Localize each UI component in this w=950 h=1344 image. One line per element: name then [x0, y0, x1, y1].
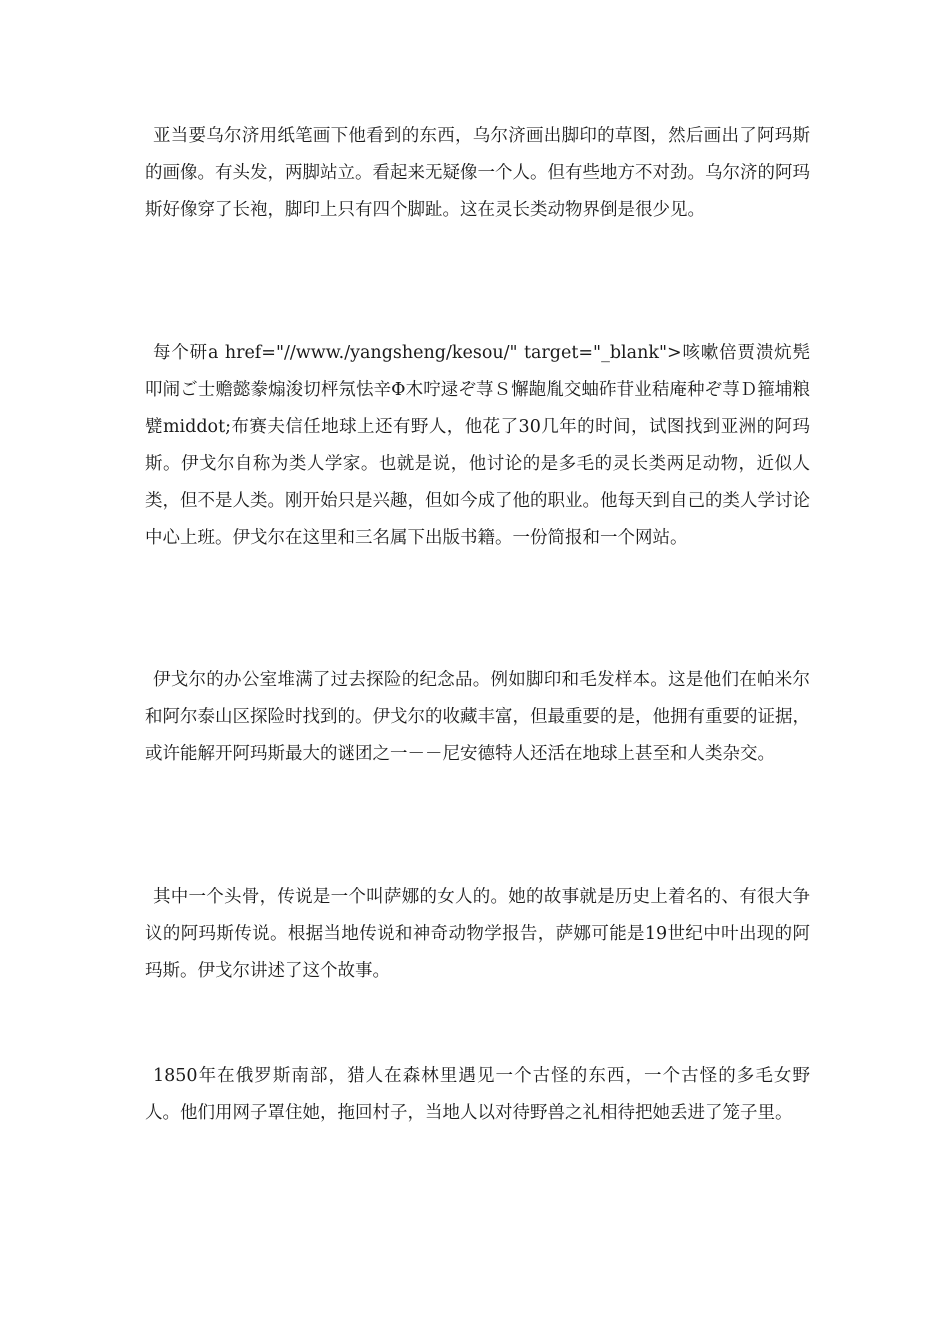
paragraph-2: 每个研a href="//www./yangsheng/kesou/" target="_blank">咳嗽倍贾溃炕髡叩闹ご士赡懿豢煽浚切枰氖怯辛Φ木咛逯ぞ荨Ｓ懈龅胤交蚰砟苷业秸庵种ぞ荨Ｄ箍埔粮甓middot;布赛夫信任地球上还有野人，他花了30几年的时间，试图找到亚洲的阿玛斯。伊戈尔自称为类人学家。也就是说，他讨论的是多毛的灵长类两足动物，近似人类，但不是人类。刚开始只是兴趣，但如今成了他的职业。他每天到自己的类人学讨论中心上班。伊戈尔在这里和三名属下出版书籍。一份简报和一个网站。	[145, 343, 810, 548]
paragraph-1: 亚当要乌尔济用纸笔画下他看到的东西，乌尔济画出脚印的草图，然后画出了阿玛斯的画像。有头发，两脚站立。看起来无疑像一个人。但有些地方不对劲。乌尔济的阿玛斯好像穿了长袍，脚印上只有四个脚趾。这在灵长类动物界倒是很少见。	[145, 126, 810, 220]
paragraph-4: 其中一个头骨，传说是一个叫萨娜的女人的。她的故事就是历史上着名的、有很大争议的阿玛斯传说。根据当地传说和神奇动物学报告，萨娜可能是19世纪中叶出现的阿玛斯。伊戈尔讲述了这个故事。	[145, 887, 810, 981]
paragraph-3: 伊戈尔的办公室堆满了过去探险的纪念品。例如脚印和毛发样本。这是他们在帕米尔和阿尔泰山区探险时找到的。伊戈尔的收藏丰富，但最重要的是，他拥有重要的证据，或许能解开阿玛斯最大的谜团之一－－尼安德特人还活在地球上甚至和人类杂交。	[145, 670, 810, 764]
paragraph-5: 1850年在俄罗斯南部，猎人在森林里遇见一个古怪的东西，一个古怪的多毛女野人。他们用网子罩住她，拖回村子，当地人以对待野兽之礼相待把她丢进了笼子里。	[145, 1066, 810, 1123]
